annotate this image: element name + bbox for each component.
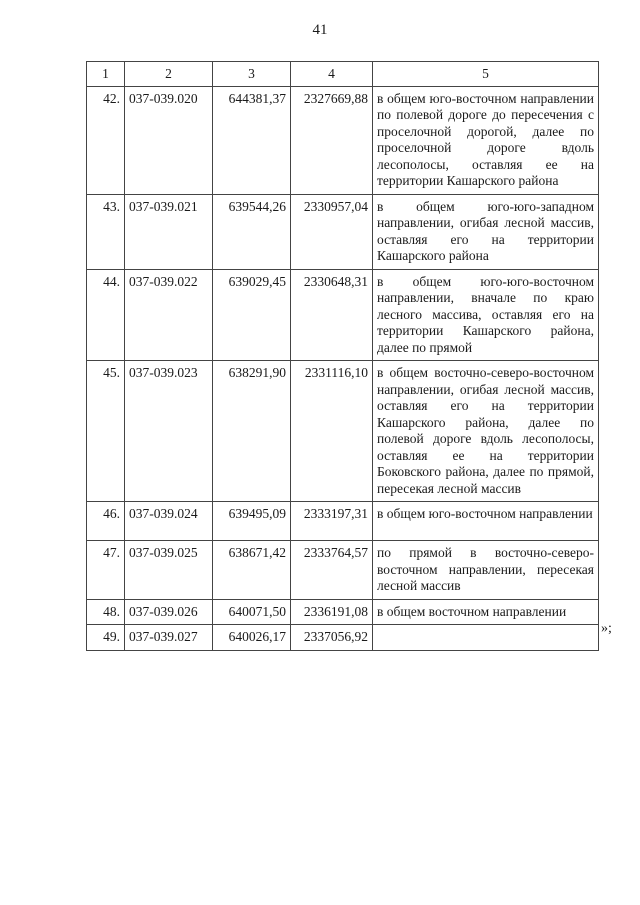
boundary-points-table [86, 61, 599, 651]
point-code: 037-039.021 [125, 194, 213, 269]
column-header-2: 2 [125, 62, 213, 87]
coordinate-x: 638291,90 [213, 361, 291, 502]
column-header-5: 5 [373, 62, 599, 87]
boundary-description: в общем юго-восточном направлении по полевой дороге до пересечения с проселочной дорогой, далее по проселочной дороге вдоль лесополосы, оставляя ее на территории Кашарского района [373, 86, 599, 194]
coordinate-x: 640026,17 [213, 625, 291, 651]
page-number: 41 [312, 22, 328, 38]
point-code: 037-039.020 [125, 86, 213, 194]
table-row [87, 194, 599, 269]
table-row [87, 86, 599, 194]
coordinate-y: 2330648,31 [291, 269, 373, 361]
point-code: 037-039.022 [125, 269, 213, 361]
column-header-3: 3 [213, 62, 291, 87]
coordinate-y: 2331116,10 [291, 361, 373, 502]
boundary-description: в общем юго-юго-восточном направлении, вначале по краю лесного массива, оставляя его на территории Кашарского района, далее по прямой [373, 269, 599, 361]
coordinate-y: 2330957,04 [291, 194, 373, 269]
boundary-description: в общем юго-юго-западном направлении, огибая лесной массив, оставляя его на территории Кашарского района [373, 194, 599, 269]
column-header-4: 4 [291, 62, 373, 87]
table-row [87, 269, 599, 361]
coordinate-y: 2337056,92 [291, 625, 373, 651]
coordinate-y: 2336191,08 [291, 599, 373, 625]
point-number: 46. [87, 502, 125, 541]
closing-quote-mark: »; [601, 621, 612, 636]
point-number: 43. [87, 194, 125, 269]
boundary-description: в общем восточно-северо-восточном направлении, огибая лесной массив, оставляя его на территории Кашарского района, далее по полевой дороге вдоль лесополосы, оставляя ее на территории Боковского района, далее по прямой, пересекая лесной массив [373, 361, 599, 502]
point-number: 48. [87, 599, 125, 625]
coordinate-x: 639495,09 [213, 502, 291, 541]
point-number: 47. [87, 541, 125, 600]
point-code: 037-039.025 [125, 541, 213, 600]
table-row [87, 541, 599, 600]
boundary-description: в общем восточном направлении [373, 599, 599, 625]
boundary-description: по прямой в восточно-северо-восточном направлении, пересекая лесной массив [373, 541, 599, 600]
table-header-row [87, 62, 599, 87]
coordinate-x: 644381,37 [213, 86, 291, 194]
point-number: 44. [87, 269, 125, 361]
coordinate-x: 639544,26 [213, 194, 291, 269]
column-header-1: 1 [87, 62, 125, 87]
point-number: 42. [87, 86, 125, 194]
point-code: 037-039.027 [125, 625, 213, 651]
table-row [87, 625, 599, 651]
boundary-description: в общем юго-восточном направлении [373, 502, 599, 541]
table-row [87, 599, 599, 625]
point-code: 037-039.026 [125, 599, 213, 625]
coordinate-y: 2327669,88 [291, 86, 373, 194]
coordinate-x: 638671,42 [213, 541, 291, 600]
coordinate-x: 640071,50 [213, 599, 291, 625]
point-number: 45. [87, 361, 125, 502]
coordinate-y: 2333197,31 [291, 502, 373, 541]
table-row [87, 502, 599, 541]
coordinate-x: 639029,45 [213, 269, 291, 361]
boundary-description [373, 625, 599, 651]
table-row [87, 361, 599, 502]
point-number: 49. [87, 625, 125, 651]
point-code: 037-039.024 [125, 502, 213, 541]
point-code: 037-039.023 [125, 361, 213, 502]
coordinate-y: 2333764,57 [291, 541, 373, 600]
